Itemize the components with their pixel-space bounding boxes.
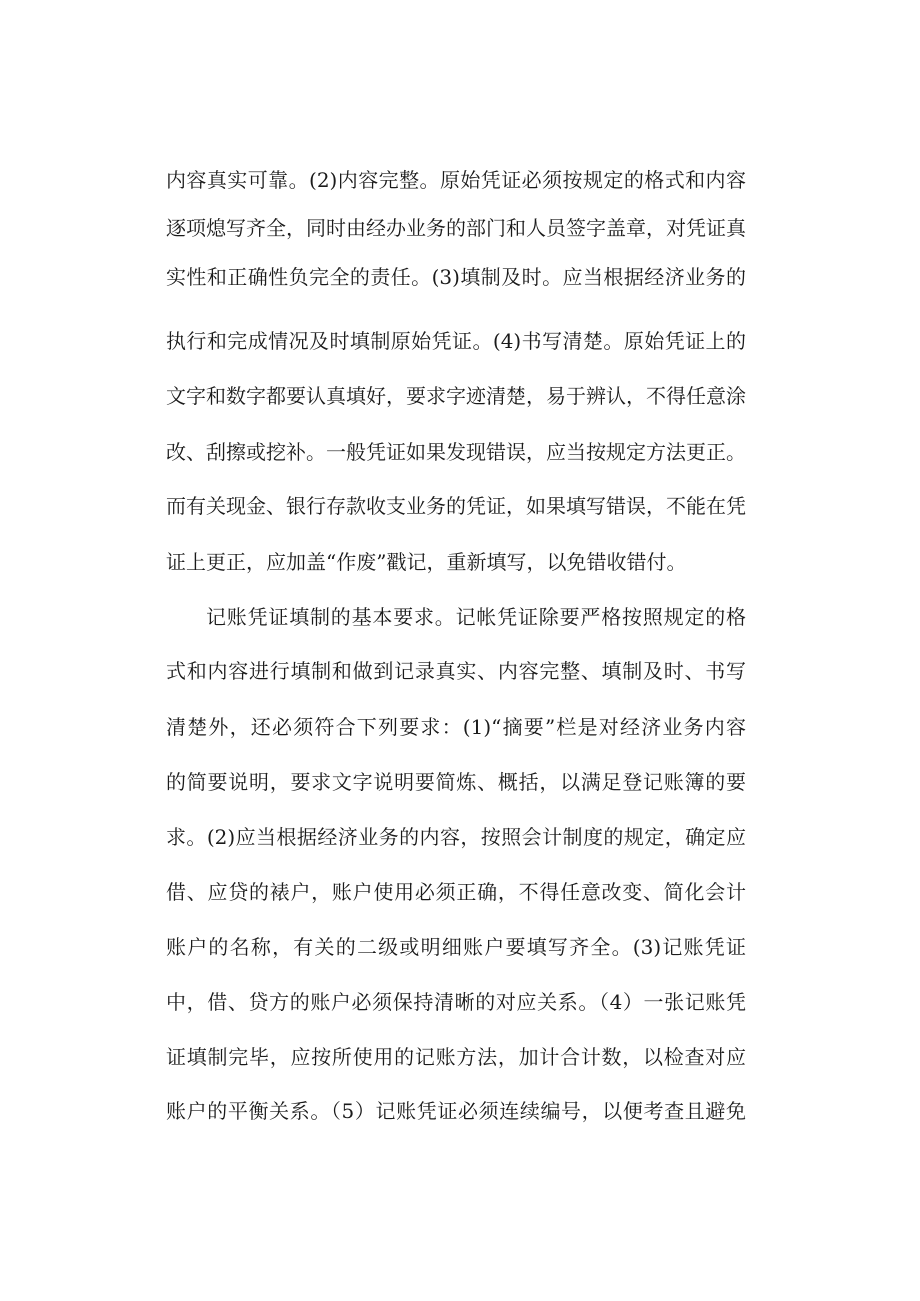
paragraph-2-line-6: 借、应贷的裱户，账户使用必须正确，不得任意改变、简化会计 [166, 880, 746, 904]
paragraph-1-line-8: 证上更正，应加盖“作废”戳记，重新填写，以免错收错付。 [166, 550, 687, 574]
paragraph-1-line-1: 内容真实可靠。(2)内容完整。原始凭证必须按规定的格式和内容 [166, 168, 746, 192]
paragraph-2-line-8: 中，借、贷方的账户必须保持清晰的对应关系。（4）一张记账凭 [166, 990, 746, 1014]
paragraph-2-line-7: 账户的名称，有关的二级或明细账户要填写齐全。(3)记账凭证 [166, 935, 746, 959]
paragraph-1-line-2: 逐项熄写齐全，同时由经办业务的部门和人员签字盖章，对凭证真 [166, 216, 746, 240]
paragraph-2-line-1: 记账凭证填制的基本要求。记帐凭证除要严格按照规定的格 [206, 605, 746, 629]
paragraph-2-line-2: 式和内容进行填制和做到记录真实、内容完整、填制及时、书写 [166, 659, 746, 683]
paragraph-1-line-7: 而有关现金、银行存款收支业务的凭证，如果填写错误，不能在凭 [166, 494, 746, 518]
paragraph-2-line-4: 的简要说明，要求文字说明要简炼、概括，以满足登记账簿的要 [166, 770, 746, 794]
paragraph-2-line-5: 求。(2)应当根据经济业务的内容，按照会计制度的规定，确定应 [166, 825, 746, 849]
paragraph-2-line-3: 清楚外，还必须符合下列要求：(1)“摘要”栏是对经济业务内容 [166, 715, 746, 739]
paragraph-1-line-5: 文字和数字都要认真填好，要求字迹清楚，易于辨认，不得任意涂 [166, 384, 746, 408]
paragraph-2-line-10: 账户的平衡关系。（5）记账凭证必须连续编号，以便考查且避免 [166, 1099, 746, 1123]
paragraph-2-line-9: 证填制完毕，应按所使用的记账方法，加计合计数，以检查对应 [166, 1045, 746, 1069]
paragraph-1-line-4: 执行和完成情况及时填制原始凭证。(4)书写清楚。原始凭证上的 [166, 329, 746, 353]
paragraph-1-line-3: 实性和正确性负完全的责任。(3)填制及时。应当根据经济业务的 [166, 265, 746, 289]
paragraph-1-line-6: 改、刮擦或挖补。一般凭证如果发现错误，应当按规定方法更正。 [166, 440, 746, 464]
